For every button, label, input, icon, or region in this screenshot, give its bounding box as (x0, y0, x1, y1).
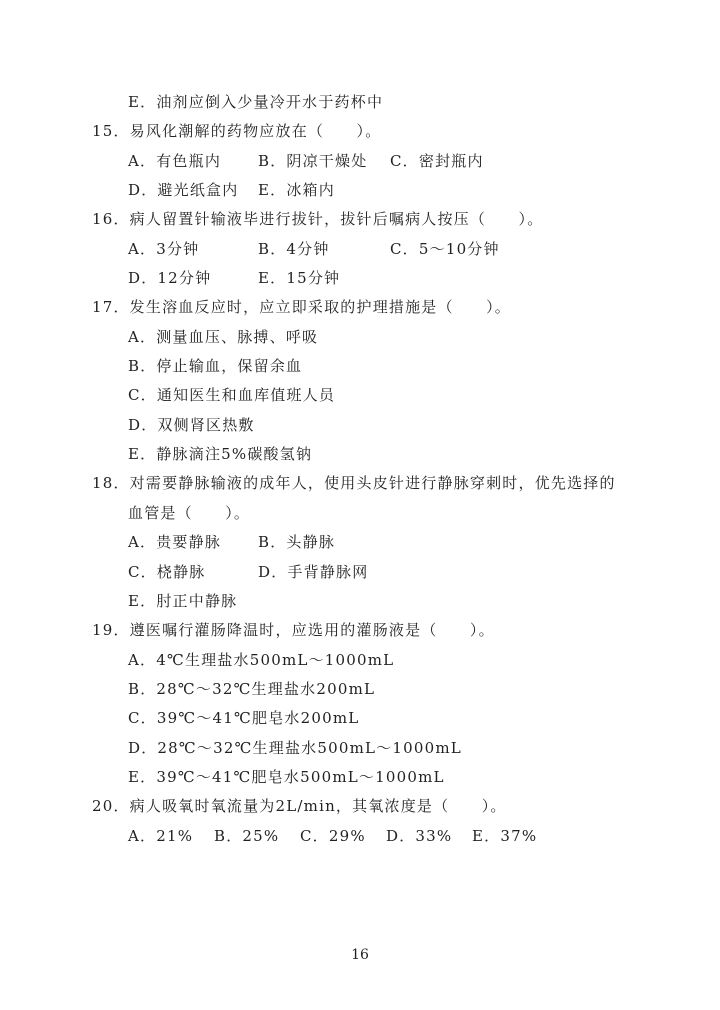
question-19-stem: 19．遵医嘱行灌肠降温时，应选用的灌肠液是（ ）。 (92, 621, 495, 639)
option-a: A．21% (128, 827, 194, 845)
question-18-stem-line1: 18．对需要静脉输液的成年人，使用头皮针进行静脉穿刺时，优先选择的 (92, 474, 616, 492)
option-c: C．29% (300, 827, 366, 845)
question-17-option-c: C．通知医生和血库值班人员 (128, 386, 336, 404)
question-17-option-a: A．测量血压、脉搏、呼吸 (128, 328, 319, 346)
question-18-option-e: E．肘正中静脉 (128, 592, 238, 610)
question-17-option-d: D．双侧肾区热敷 (128, 416, 255, 434)
question-16-stem: 16．病人留置针输液毕进行拔针，拔针后嘱病人按压（ ）。 (92, 210, 544, 228)
option-b: B．阴凉干燥处 (258, 152, 368, 170)
question-19-option-a: A．4℃生理盐水500mL～1000mL (128, 651, 395, 669)
option-d: D．33% (386, 827, 453, 845)
question-15-stem: 15．易风化潮解的药物应放在（ ）。 (92, 122, 382, 140)
question-17-option-b: B．停止输血，保留余血 (128, 357, 303, 375)
option-d: D．手背静脉网 (258, 563, 369, 581)
option-e: E．15分钟 (258, 269, 341, 287)
option-e: E．37% (472, 827, 538, 845)
option-c: C．5～10分钟 (390, 240, 500, 258)
option-d: D．12分钟 (128, 269, 212, 287)
option-b: B．4分钟 (258, 240, 330, 258)
option-a: A．有色瓶内 (128, 152, 222, 170)
prev-question-option-e: E．油剂应倒入少量冷开水于药杯中 (128, 93, 384, 111)
option-c: C．密封瓶内 (390, 152, 484, 170)
option-b: B．25% (214, 827, 280, 845)
option-a: A．3分钟 (128, 240, 200, 258)
option-c: C．桡静脉 (128, 563, 206, 581)
question-20-stem: 20．病人吸氧时氧流量为2L/min，其氧浓度是（ ）。 (92, 797, 507, 815)
question-19-option-e: E．39℃～41℃肥皂水500mL～1000mL (128, 768, 445, 786)
page-number: 16 (351, 947, 369, 963)
question-19-option-c: C．39℃～41℃肥皂水200mL (128, 709, 360, 727)
option-e: E．冰箱内 (258, 181, 335, 199)
question-19-option-b: B．28℃～32℃生理盐水200mL (128, 680, 376, 698)
option-a: A．贵要静脉 (128, 533, 222, 551)
question-17-stem: 17．发生溶血反应时，应立即采取的护理措施是（ ）。 (92, 298, 511, 316)
option-b: B．头静脉 (258, 533, 336, 551)
question-17-option-e: E．静脉滴注5%碳酸氢钠 (128, 445, 313, 463)
question-19-option-d: D．28℃～32℃生理盐水500mL～1000mL (128, 739, 462, 757)
option-d: D．避光纸盒内 (128, 181, 239, 199)
question-18-stem-line2: 血管是（ ）。 (128, 504, 251, 522)
